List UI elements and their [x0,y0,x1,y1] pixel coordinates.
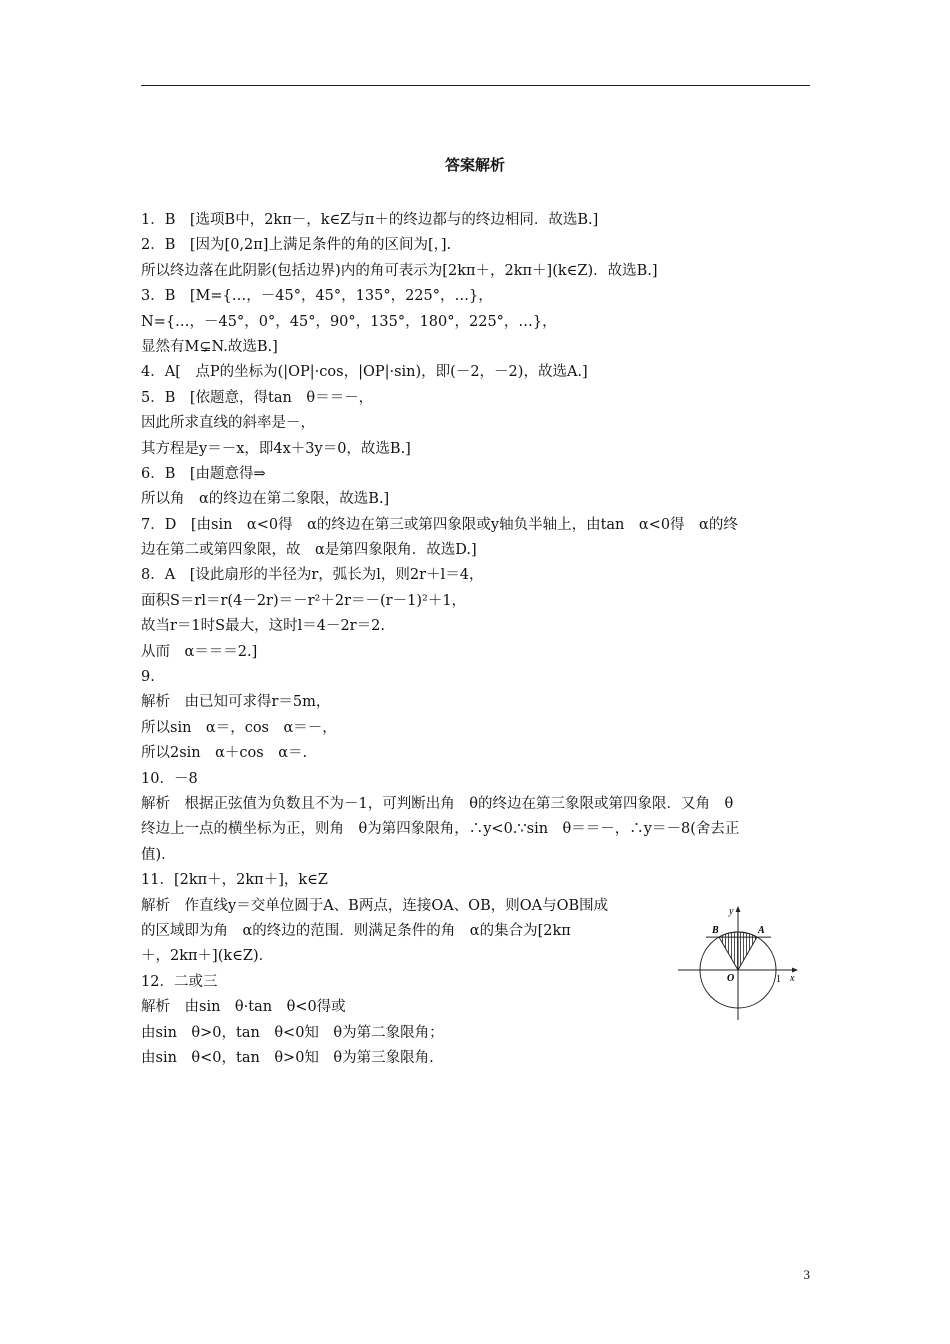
text-line: 所以角 α的终边在第二象限，故选B.] [141,491,390,508]
label-x: x [790,973,795,984]
text-line: 边在第二或第四象限，故 α是第四象限角．故选D.] [141,542,477,559]
text-line: 11．[2kπ＋，2kπ＋]，k∈Z [141,872,328,889]
page-number: 3 [803,1267,810,1282]
text-line: 故当r＝1时S最大，这时l＝4－2r＝2. [141,618,385,635]
text-line: 解析 由已知可求得r＝5m， [141,694,331,711]
text-line: 面积S＝rl＝r(4－2r)＝－r²＋2r＝－(r－1)²＋1， [141,592,467,609]
text-line: 因此所求直线的斜率是－， [141,415,315,432]
text-line: 其方程是y＝－x，即4x＋3y＝0，故选B.] [141,440,411,457]
text-line: 由sin θ>0，tan θ<0知 θ为第二象限角； [141,1024,444,1041]
text-line: 6．B [由题意得⇒ [141,465,266,482]
unit-circle-figure [676,902,802,1022]
shaded-sector [719,932,757,970]
text-line: 的区域即为角 α的终边的范围．则满足条件的角 α的集合为[2kπ [141,922,571,939]
text-line: ＋，2kπ＋](k∈Z)． [141,948,274,965]
label-a: A [758,925,765,936]
text-line: 解析 根据正弦值为负数且不为－1，可判断出角 θ的终边在第三象限或第四象限．又角 θ [141,795,734,812]
text-line: 12．二或三 [141,973,218,990]
text-line: 所以2sin α＋cos α＝. [141,745,308,762]
label-1: 1 [776,974,781,985]
text-line: 8．A [设此扇形的半径为r，弧长为l，则2r＋l＝4， [141,567,484,584]
text-line: 4．A[ 点P的坐标为(|OP|·cos，|OP|·sin)，即(－2，－2)，故选A.] [141,364,588,381]
text-line: 值)． [141,846,176,863]
text-line: 所以终边落在此阴影(包括边界)内的角可表示为[2kπ＋，2kπ＋](k∈Z)．故选B.] [141,262,658,279]
text-line: N={…，－45°，0°，45°，90°，135°，180°，225°，…}， [141,313,557,330]
label-b: B [712,925,719,936]
label-o: O [727,973,735,984]
x-axis-arrow [792,968,798,973]
label-y: y [729,906,734,917]
text-line: 5．B [依题意，得tan θ＝＝－， [141,389,374,406]
text-line: 终边上一点的横坐标为正，则角 θ为第四象限角，∴y<0.∵sin θ＝＝－，∴y＝－8(舍去正 [141,821,740,838]
text-line: 7．D [由sin α<0得 α的终边在第三或第四象限或y轴负半轴上，由tan α<0得 α的终 [141,516,738,533]
text-line: 2．B [因为[0,2π]上满足条件的角的区间为[，]. [141,237,452,254]
text-line: 由sin θ<0，tan θ>0知 θ为第三象限角. [141,1049,434,1066]
text-line: 解析 由sin θ·tan θ<0得或 [141,999,346,1016]
text-line: 显然有M⊊N.故选B.] [141,338,278,355]
text-line: 1．B [选项B中，2kπ－，k∈Z与π＋的终边都与的终边相同．故选B.] [141,212,599,228]
y-axis-arrow [736,906,741,912]
text-line: 解析 作直线y＝交单位圆于A、B两点，连接OA、OB，则OA与OB围成 [141,897,609,914]
header-rule [141,85,810,86]
text-line: 10．－8 [141,770,198,787]
text-line: 从而 α＝＝＝2.] [141,643,258,660]
text-line: 所以sin α＝，cos α＝－， [141,719,337,736]
text-line: 3．B [M={…，－45°，45°，135°，225°，…}， [141,288,493,305]
page-title: 答案解析 [444,156,505,174]
text-line: 9. [141,669,155,686]
